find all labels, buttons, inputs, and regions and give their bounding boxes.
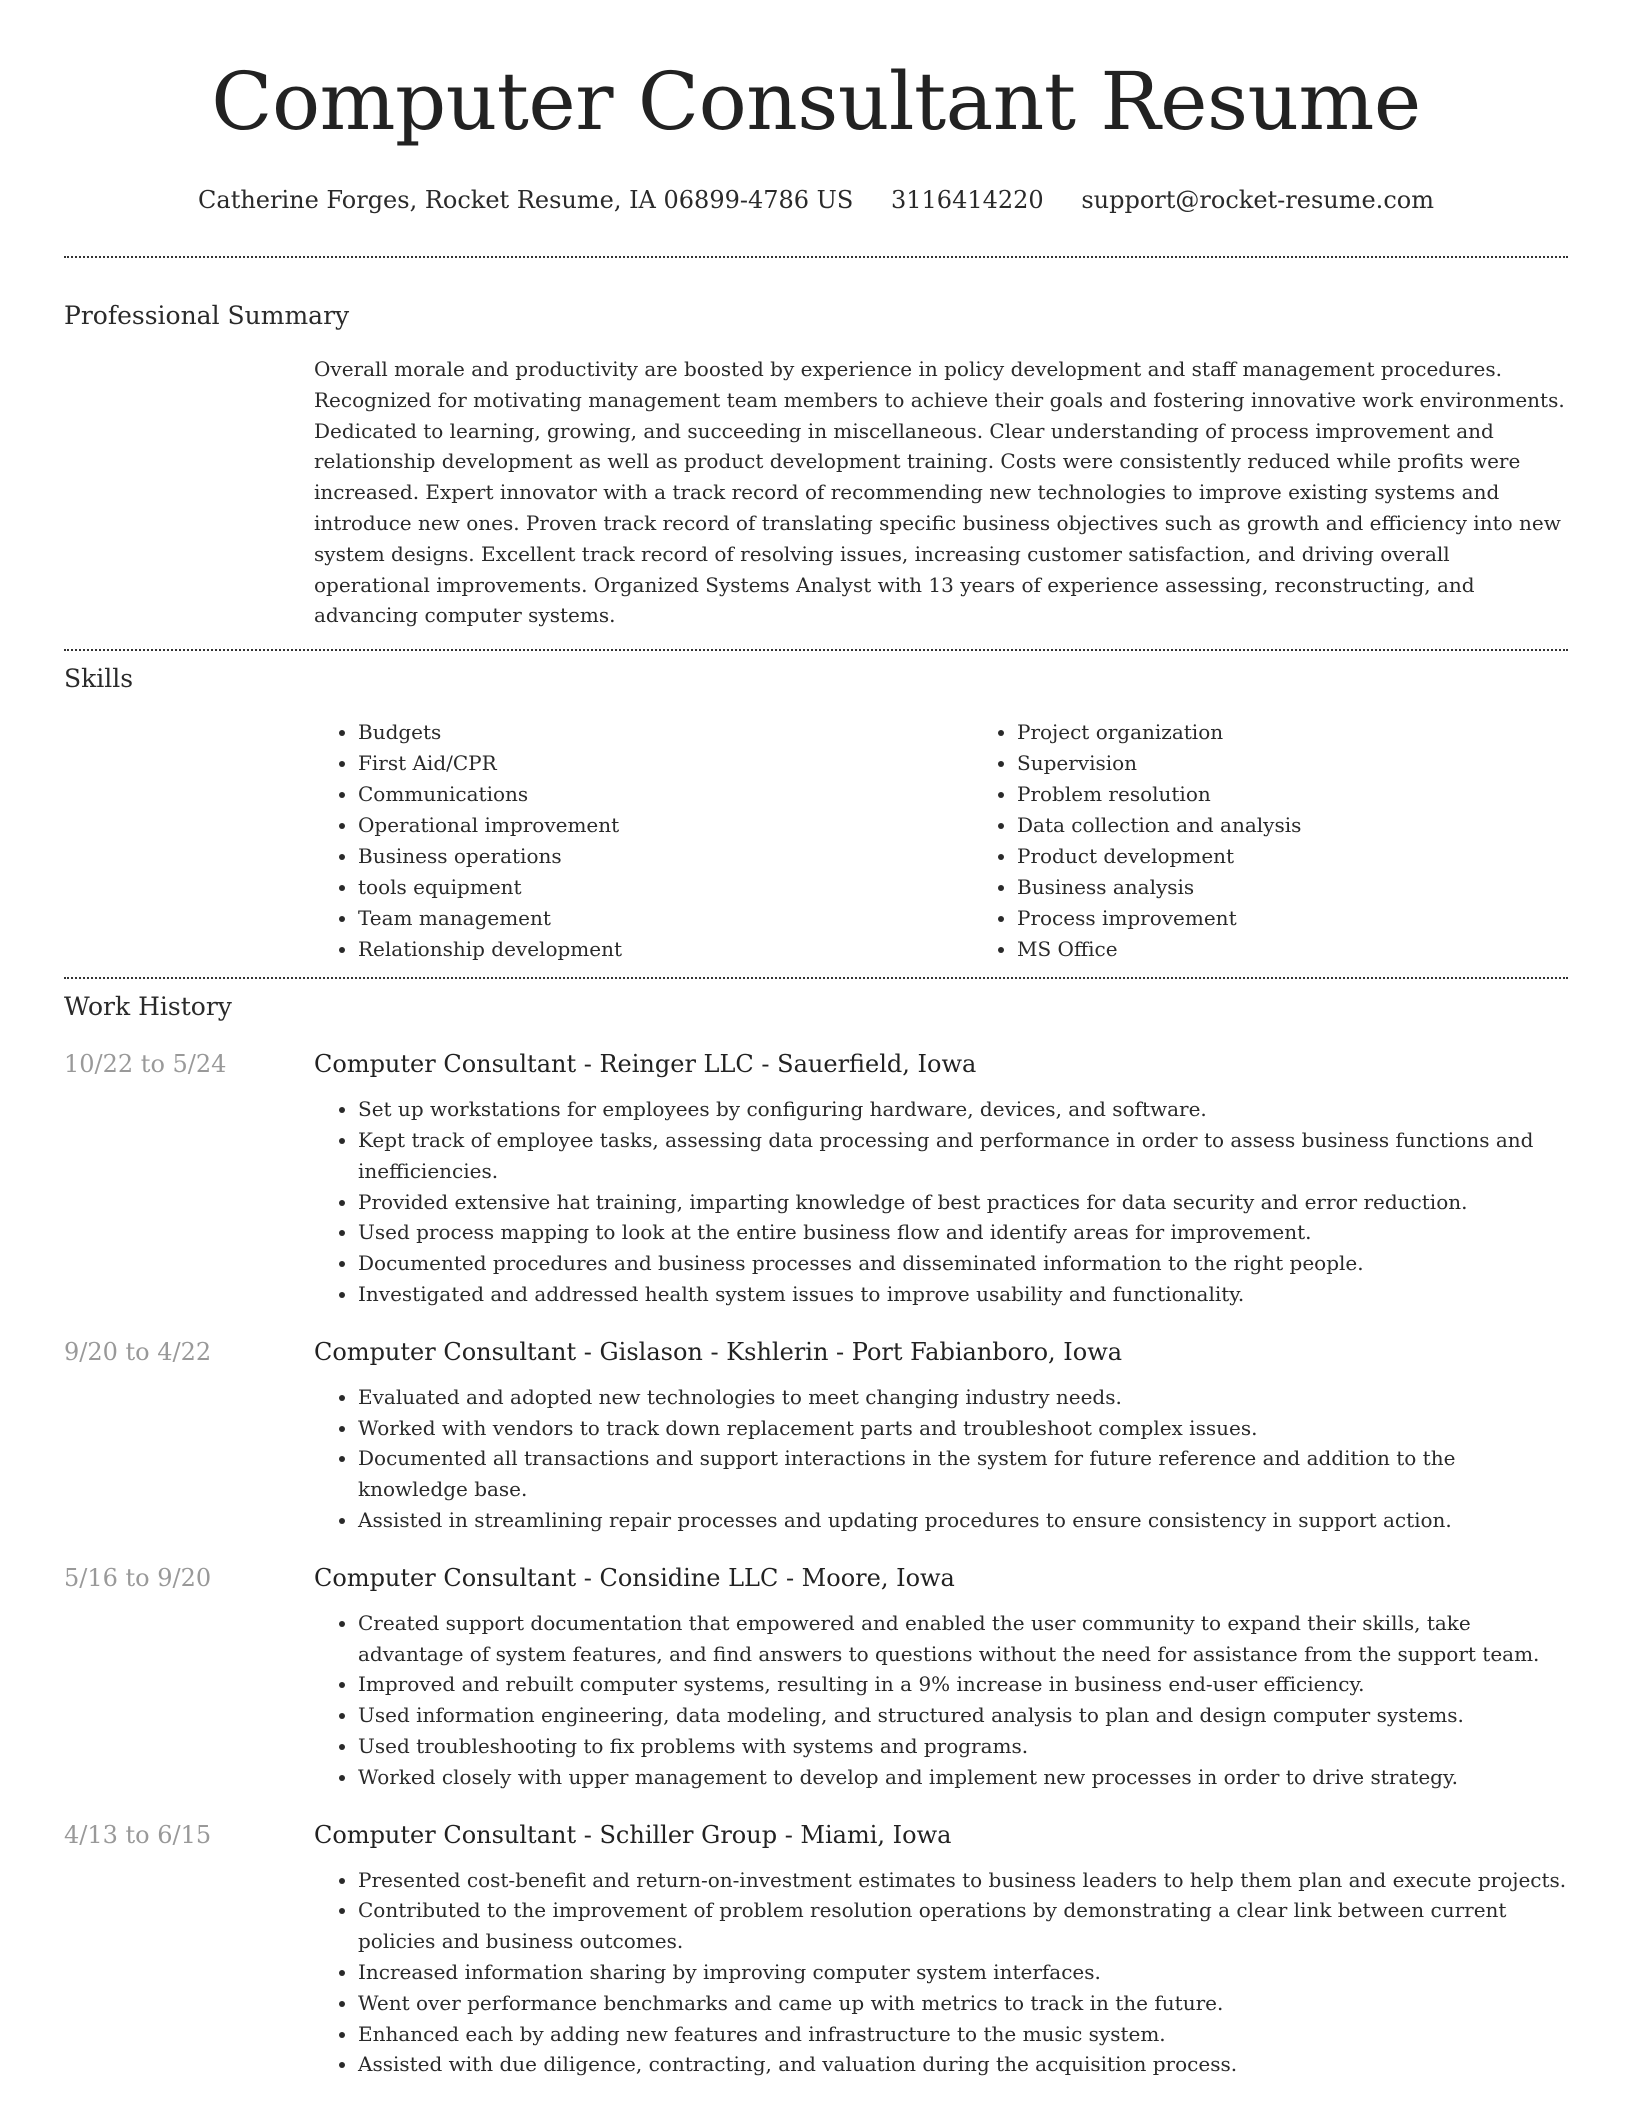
skill-item: • Communications (358, 779, 973, 810)
job-heading: Computer Consultant - Considine LLC - Moore, Iowa (314, 1563, 955, 1592)
job-entry (64, 1048, 1568, 1310)
skill-item: • Problem resolution (1017, 779, 1301, 810)
job-bullet: • Documented procedures and business processes and disseminated information to the right people. (358, 1248, 1568, 1279)
divider (64, 649, 1568, 651)
skill-item: • Data collection and analysis (1017, 810, 1301, 841)
skill-item: • Operational improvement (358, 810, 973, 841)
job-bullet: • Set up workstations for employees by configuring hardware, devices, and software. (358, 1094, 1568, 1125)
job-heading: Computer Consultant - Reinger LLC - Sauerfield, Iowa (314, 1050, 977, 1079)
job-entry (64, 1336, 1568, 1536)
job-bullets (314, 1094, 1568, 1310)
skills-heading: Skills (64, 664, 134, 694)
skill-item: • tools equipment (358, 872, 973, 903)
job-bullet: • Presented cost-benefit and return-on-investment estimates to business leaders to help them plan and execute projects. (358, 1865, 1568, 1896)
job-bullet: • Increased information sharing by improving computer system interfaces. (358, 1957, 1568, 1988)
job-details (314, 1562, 1568, 1793)
skill-item: • Product development (1017, 841, 1301, 872)
summary-text: Overall morale and productivity are boosted by experience in policy development and staff management procedures. Recognized for motivating management team members to achieve their goals and fostering innovative work environments. Dedicated to learning, growing, and succeeding in miscellaneous. Clear understanding of process improvement and relationship development as well as product development training. Costs were consistently reduced while profits were increased. Expert innovator with a track record of recommending new technologies to improve existing systems and introduce new ones. Proven track record of translating specific business objectives such as growth and efficiency into new system designs. Excellent track record of resolving issues, increasing customer satisfaction, and driving overall operational improvements. Organized Systems Analyst with 13 years of experience assessing, reconstructing, and advancing computer systems. (314, 357, 1565, 628)
job-details (314, 1048, 1568, 1310)
skill-item: • Supervision (1017, 748, 1301, 779)
skills-grid (314, 717, 1568, 965)
contact-line (64, 184, 1568, 216)
divider (64, 256, 1568, 258)
skill-item: • Business operations (358, 841, 973, 872)
job-heading: Computer Consultant - Gislason - Kshlerin - Port Fabianboro, Iowa (314, 1337, 1123, 1366)
skills-column-right (973, 717, 1301, 965)
skill-item: • First Aid/CPR (358, 748, 973, 779)
job-details (314, 1819, 1568, 2081)
work-history-heading: Work History (64, 992, 232, 1022)
summary-section (64, 300, 1568, 631)
job-entry (64, 1562, 1568, 1793)
job-bullet: • Used information engineering, data modeling, and structured analysis to plan and design computer systems. (358, 1700, 1568, 1731)
job-dates: 5/16 to 9/20 (64, 1563, 212, 1592)
resume-title: Computer Consultant Resume (211, 55, 1421, 148)
skill-item: • Budgets (358, 717, 973, 748)
job-bullet: • Improved and rebuilt computer systems, resulting in a 9% increase in business end-user efficiency. (358, 1669, 1568, 1700)
job-bullet: • Investigated and addressed health system issues to improve usability and functionality. (358, 1279, 1568, 1310)
job-bullet: • Enhanced each by adding new features and infrastructure to the music system. (358, 2019, 1568, 2050)
work-history-section (64, 991, 1568, 2080)
job-bullet: • Used troubleshooting to fix problems with systems and programs. (358, 1731, 1568, 1762)
job-dates: 9/20 to 4/22 (64, 1337, 212, 1366)
job-bullet: • Used process mapping to look at the entire business flow and identify areas for improvement. (358, 1217, 1568, 1248)
job-bullet: • Assisted in streamlining repair processes and updating procedures to ensure consistency in support action. (358, 1505, 1568, 1536)
job-bullet: • Worked closely with upper management to develop and implement new processes in order to drive strategy. (358, 1762, 1568, 1793)
job-bullets (314, 1382, 1568, 1536)
job-bullet: • Went over performance benchmarks and came up with metrics to track in the future. (358, 1988, 1568, 2019)
skill-item: • Business analysis (1017, 872, 1301, 903)
skills-column-left (314, 717, 973, 965)
skill-item: • Team management (358, 903, 973, 934)
contact-phone: 3116414220 (891, 186, 1044, 214)
job-bullet: • Kept track of employee tasks, assessing data processing and performance in order to assess business functions and inefficiencies. (358, 1125, 1568, 1187)
job-bullet: • Evaluated and adopted new technologies to meet changing industry needs. (358, 1382, 1568, 1413)
skill-item: • Relationship development (358, 934, 973, 965)
job-details (314, 1336, 1568, 1536)
job-heading: Computer Consultant - Schiller Group - Miami, Iowa (314, 1820, 952, 1849)
job-bullet: • Provided extensive hat training, imparting knowledge of best practices for data security and error reduction. (358, 1187, 1568, 1218)
job-bullets (314, 1865, 1568, 2081)
job-bullet: • Worked with vendors to track down replacement parts and troubleshoot complex issues. (358, 1413, 1568, 1444)
job-bullet: • Documented all transactions and support interactions in the system for future reference and addition to the knowledge base. (358, 1443, 1568, 1505)
contact-address: Catherine Forges, Rocket Resume, IA 06899-4786 US (198, 186, 854, 214)
job-bullet: • Contributed to the improvement of problem resolution operations by demonstrating a clear link between current policies and business outcomes. (358, 1895, 1568, 1957)
job-dates: 4/13 to 6/15 (64, 1820, 212, 1849)
skill-item: • Project organization (1017, 717, 1301, 748)
job-bullets (314, 1608, 1568, 1793)
job-dates: 10/22 to 5/24 (64, 1050, 227, 1079)
summary-heading: Professional Summary (64, 301, 350, 330)
skill-item: • Process improvement (1017, 903, 1301, 934)
job-entry (64, 1819, 1568, 2081)
job-bullet: • Created support documentation that empowered and enabled the user community to expand their skills, take advantage of system features, and find answers to questions without the need for assistance from the support team. (358, 1608, 1568, 1670)
skills-section (64, 663, 1568, 965)
skill-item: • MS Office (1017, 934, 1301, 965)
divider (64, 977, 1568, 979)
job-bullet: • Assisted with due diligence, contracting, and valuation during the acquisition process. (358, 2049, 1568, 2080)
contact-email: support@rocket-resume.com (1081, 186, 1434, 214)
